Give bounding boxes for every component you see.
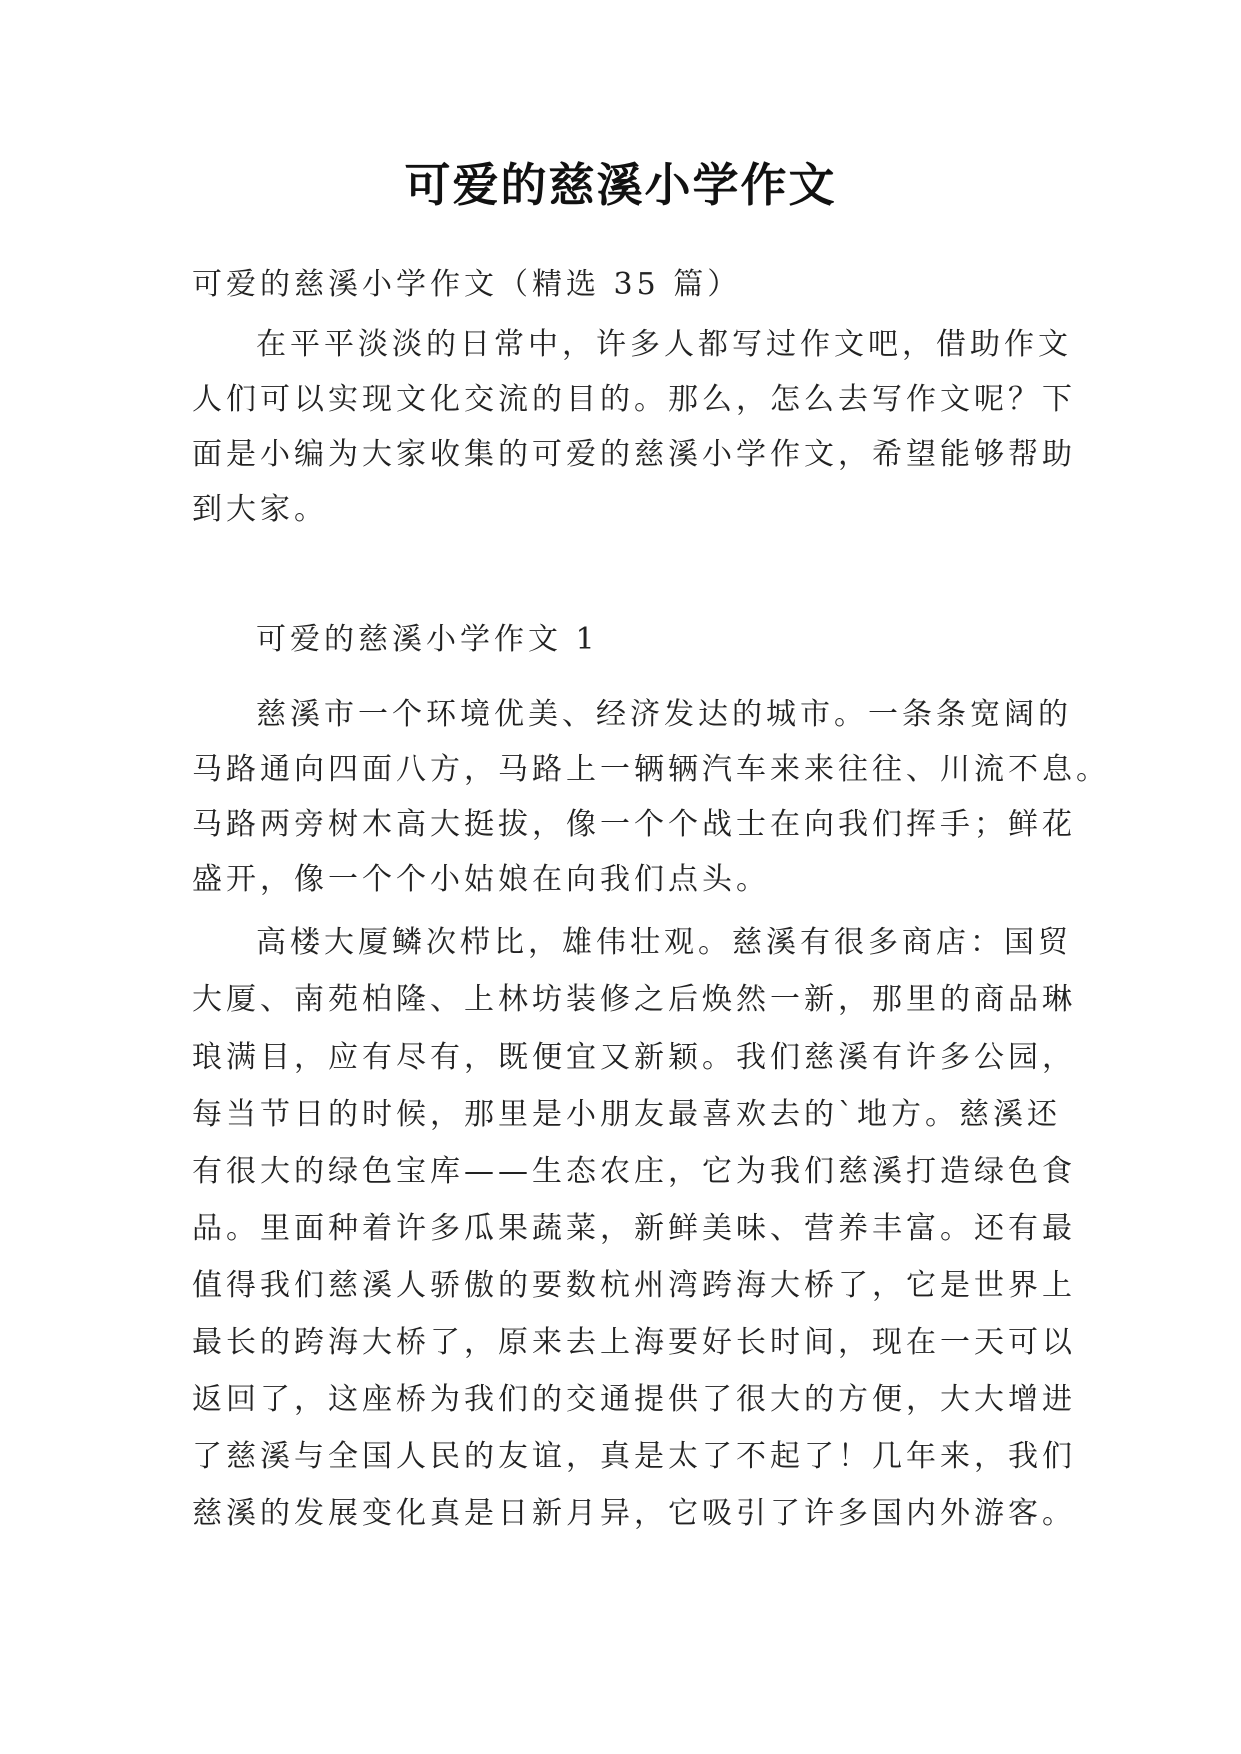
document-title: 可爱的慈溪小学作文 xyxy=(404,158,837,212)
paragraph-2-line: 每当节日的时候，那里是小朋友最喜欢去的`地方。慈溪还 xyxy=(192,1097,1061,1132)
paragraph-2-line: 慈溪的发展变化真是日新月异，它吸引了许多国内外游客。 xyxy=(192,1496,1076,1531)
paragraph-1-line: 慈溪市一个环境优美、经济发达的城市。一条条宽阔的 xyxy=(256,697,1072,732)
intro-line: 人们可以实现文化交流的目的。那么，怎么去写作文呢？下 xyxy=(192,382,1076,417)
section-heading: 可爱的慈溪小学作文 1 xyxy=(256,622,599,657)
paragraph-2-line: 返回了，这座桥为我们的交通提供了很大的方便，大大增进 xyxy=(192,1382,1076,1417)
paragraph-2-line: 品。里面种着许多瓜果蔬菜，新鲜美味、营养丰富。还有最 xyxy=(192,1211,1076,1246)
paragraph-1-line: 马路两旁树木高大挺拔，像一个个战士在向我们挥手；鲜花 xyxy=(192,807,1076,842)
intro-line: 在平平淡淡的日常中，许多人都写过作文吧，借助作文 xyxy=(256,327,1072,362)
paragraph-2-line: 了慈溪与全国人民的友谊，真是太了不起了！几年来，我们 xyxy=(192,1439,1076,1474)
paragraph-2-line: 最长的跨海大桥了，原来去上海要好长时间，现在一天可以 xyxy=(192,1325,1076,1360)
intro-line: 面是小编为大家收集的可爱的慈溪小学作文，希望能够帮助 xyxy=(192,437,1076,472)
paragraph-2-line: 高楼大厦鳞次栉比，雄伟壮观。慈溪有很多商店：国贸 xyxy=(256,925,1072,960)
paragraph-1-line: 盛开，像一个个小姑娘在向我们点头。 xyxy=(192,862,770,897)
paragraph-2-line: 大厦、南苑柏隆、上林坊装修之后焕然一新，那里的商品琳 xyxy=(192,982,1076,1017)
document-subtitle: 可爱的慈溪小学作文（精选 35 篇） xyxy=(192,267,742,302)
paragraph-2-line: 有很大的绿色宝库——生态农庄，它为我们慈溪打造绿色食 xyxy=(192,1154,1076,1189)
intro-line: 到大家。 xyxy=(192,492,328,527)
paragraph-2-line: 琅满目，应有尽有，既便宜又新颖。我们慈溪有许多公园， xyxy=(192,1040,1076,1075)
paragraph-1-line: 马路通向四面八方，马路上一辆辆汽车来来往往、川流不息。 xyxy=(192,752,1110,787)
paragraph-2-line: 值得我们慈溪人骄傲的要数杭州湾跨海大桥了，它是世界上 xyxy=(192,1268,1076,1303)
